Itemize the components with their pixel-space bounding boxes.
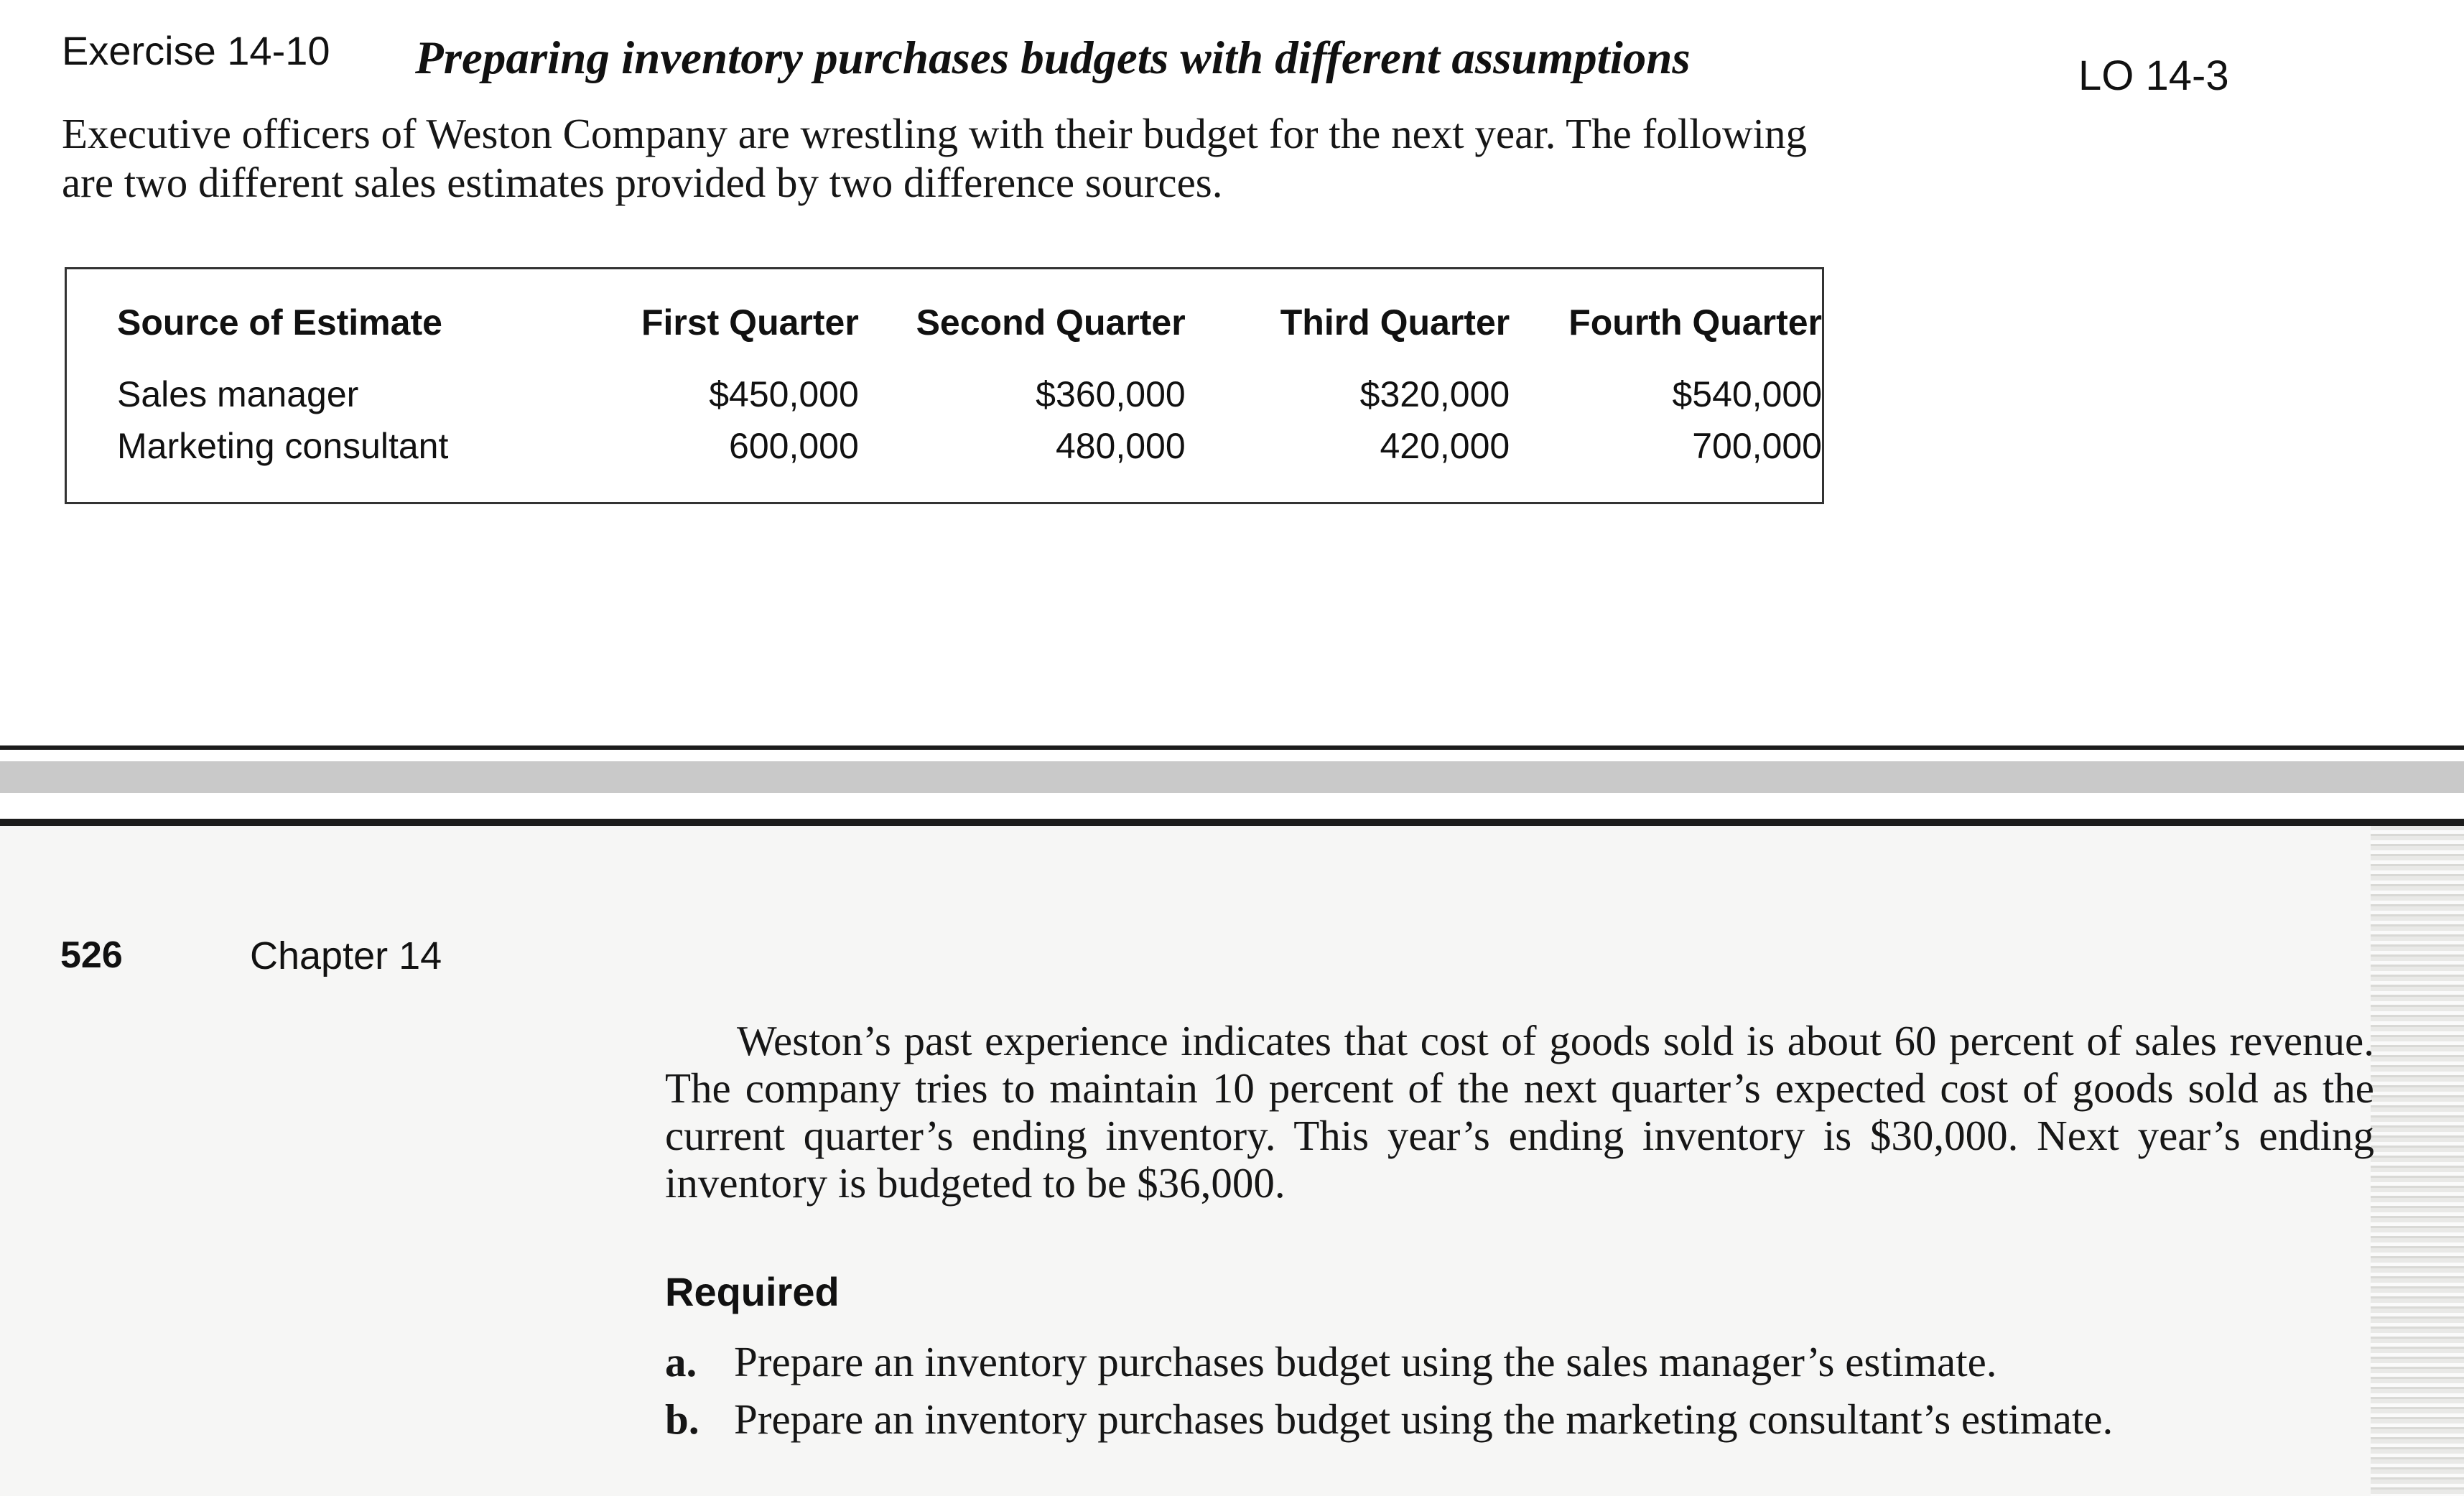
requirement-letter: b. <box>665 1395 699 1443</box>
requirement-text: Prepare an inventory purchases budget using the marketing consultant’s estimate. <box>734 1395 2114 1443</box>
required-heading: Required <box>665 1269 840 1314</box>
header-q3: Third Quarter <box>1280 302 1510 343</box>
page-gap <box>0 761 2464 793</box>
page-number: 526 <box>60 934 123 976</box>
page-divider <box>0 745 2464 750</box>
header-q2: Second Quarter <box>916 302 1186 343</box>
list-item <box>665 1395 2113 1452</box>
cell-q2: 480,000 <box>1055 426 1186 466</box>
page-divider <box>0 819 2464 826</box>
header-q1: First Quarter <box>641 302 859 343</box>
header-source: Source of Estimate <box>117 302 442 343</box>
cell-q3: 420,000 <box>1380 426 1510 466</box>
exercise-label: Exercise 14-10 <box>62 28 330 73</box>
continuation-paragraph: Weston’s past experience indicates that cost of goods sold is about 60 percent of sales revenue. The company tries to maintain 10 percent of the next quarter’s expected cost of goods sold as the current quarter’s ending inventory. This year’s ending inventory is $30,000. Next year’s ending inventory is budgeted to be $36,000. <box>665 1017 2374 1207</box>
row-source: Marketing consultant <box>117 426 449 466</box>
cell-q2: $360,000 <box>1036 374 1186 414</box>
intro-paragraph: Executive officers of Weston Company are wrestling with their budget for the next year. The following are two different sales estimates provided by two difference sources. <box>62 110 1808 206</box>
page-edge-texture <box>2371 826 2464 1496</box>
cell-q1: 600,000 <box>729 426 859 466</box>
table-row <box>117 368 1822 420</box>
requirements-list <box>665 1337 2113 1452</box>
cell-q1: $450,000 <box>709 374 859 414</box>
chapter-label: Chapter 14 <box>250 934 442 977</box>
sales-estimates-table <box>65 267 1824 504</box>
cell-q3: $320,000 <box>1359 374 1510 414</box>
table-header-row <box>117 287 1822 358</box>
requirement-letter: a. <box>665 1338 697 1385</box>
cell-q4: $540,000 <box>1672 374 1822 414</box>
header-q4: Fourth Quarter <box>1568 302 1822 343</box>
table-row <box>117 420 1822 472</box>
requirement-text: Prepare an inventory purchases budget using the sales manager’s estimate. <box>734 1338 1997 1385</box>
exercise-title: Preparing inventory purchases budgets with different assumptions <box>415 32 1691 84</box>
learning-objective: LO 14-3 <box>2078 52 2229 99</box>
row-source: Sales manager <box>117 374 359 414</box>
cell-q4: 700,000 <box>1692 426 1822 466</box>
list-item <box>665 1337 2113 1395</box>
